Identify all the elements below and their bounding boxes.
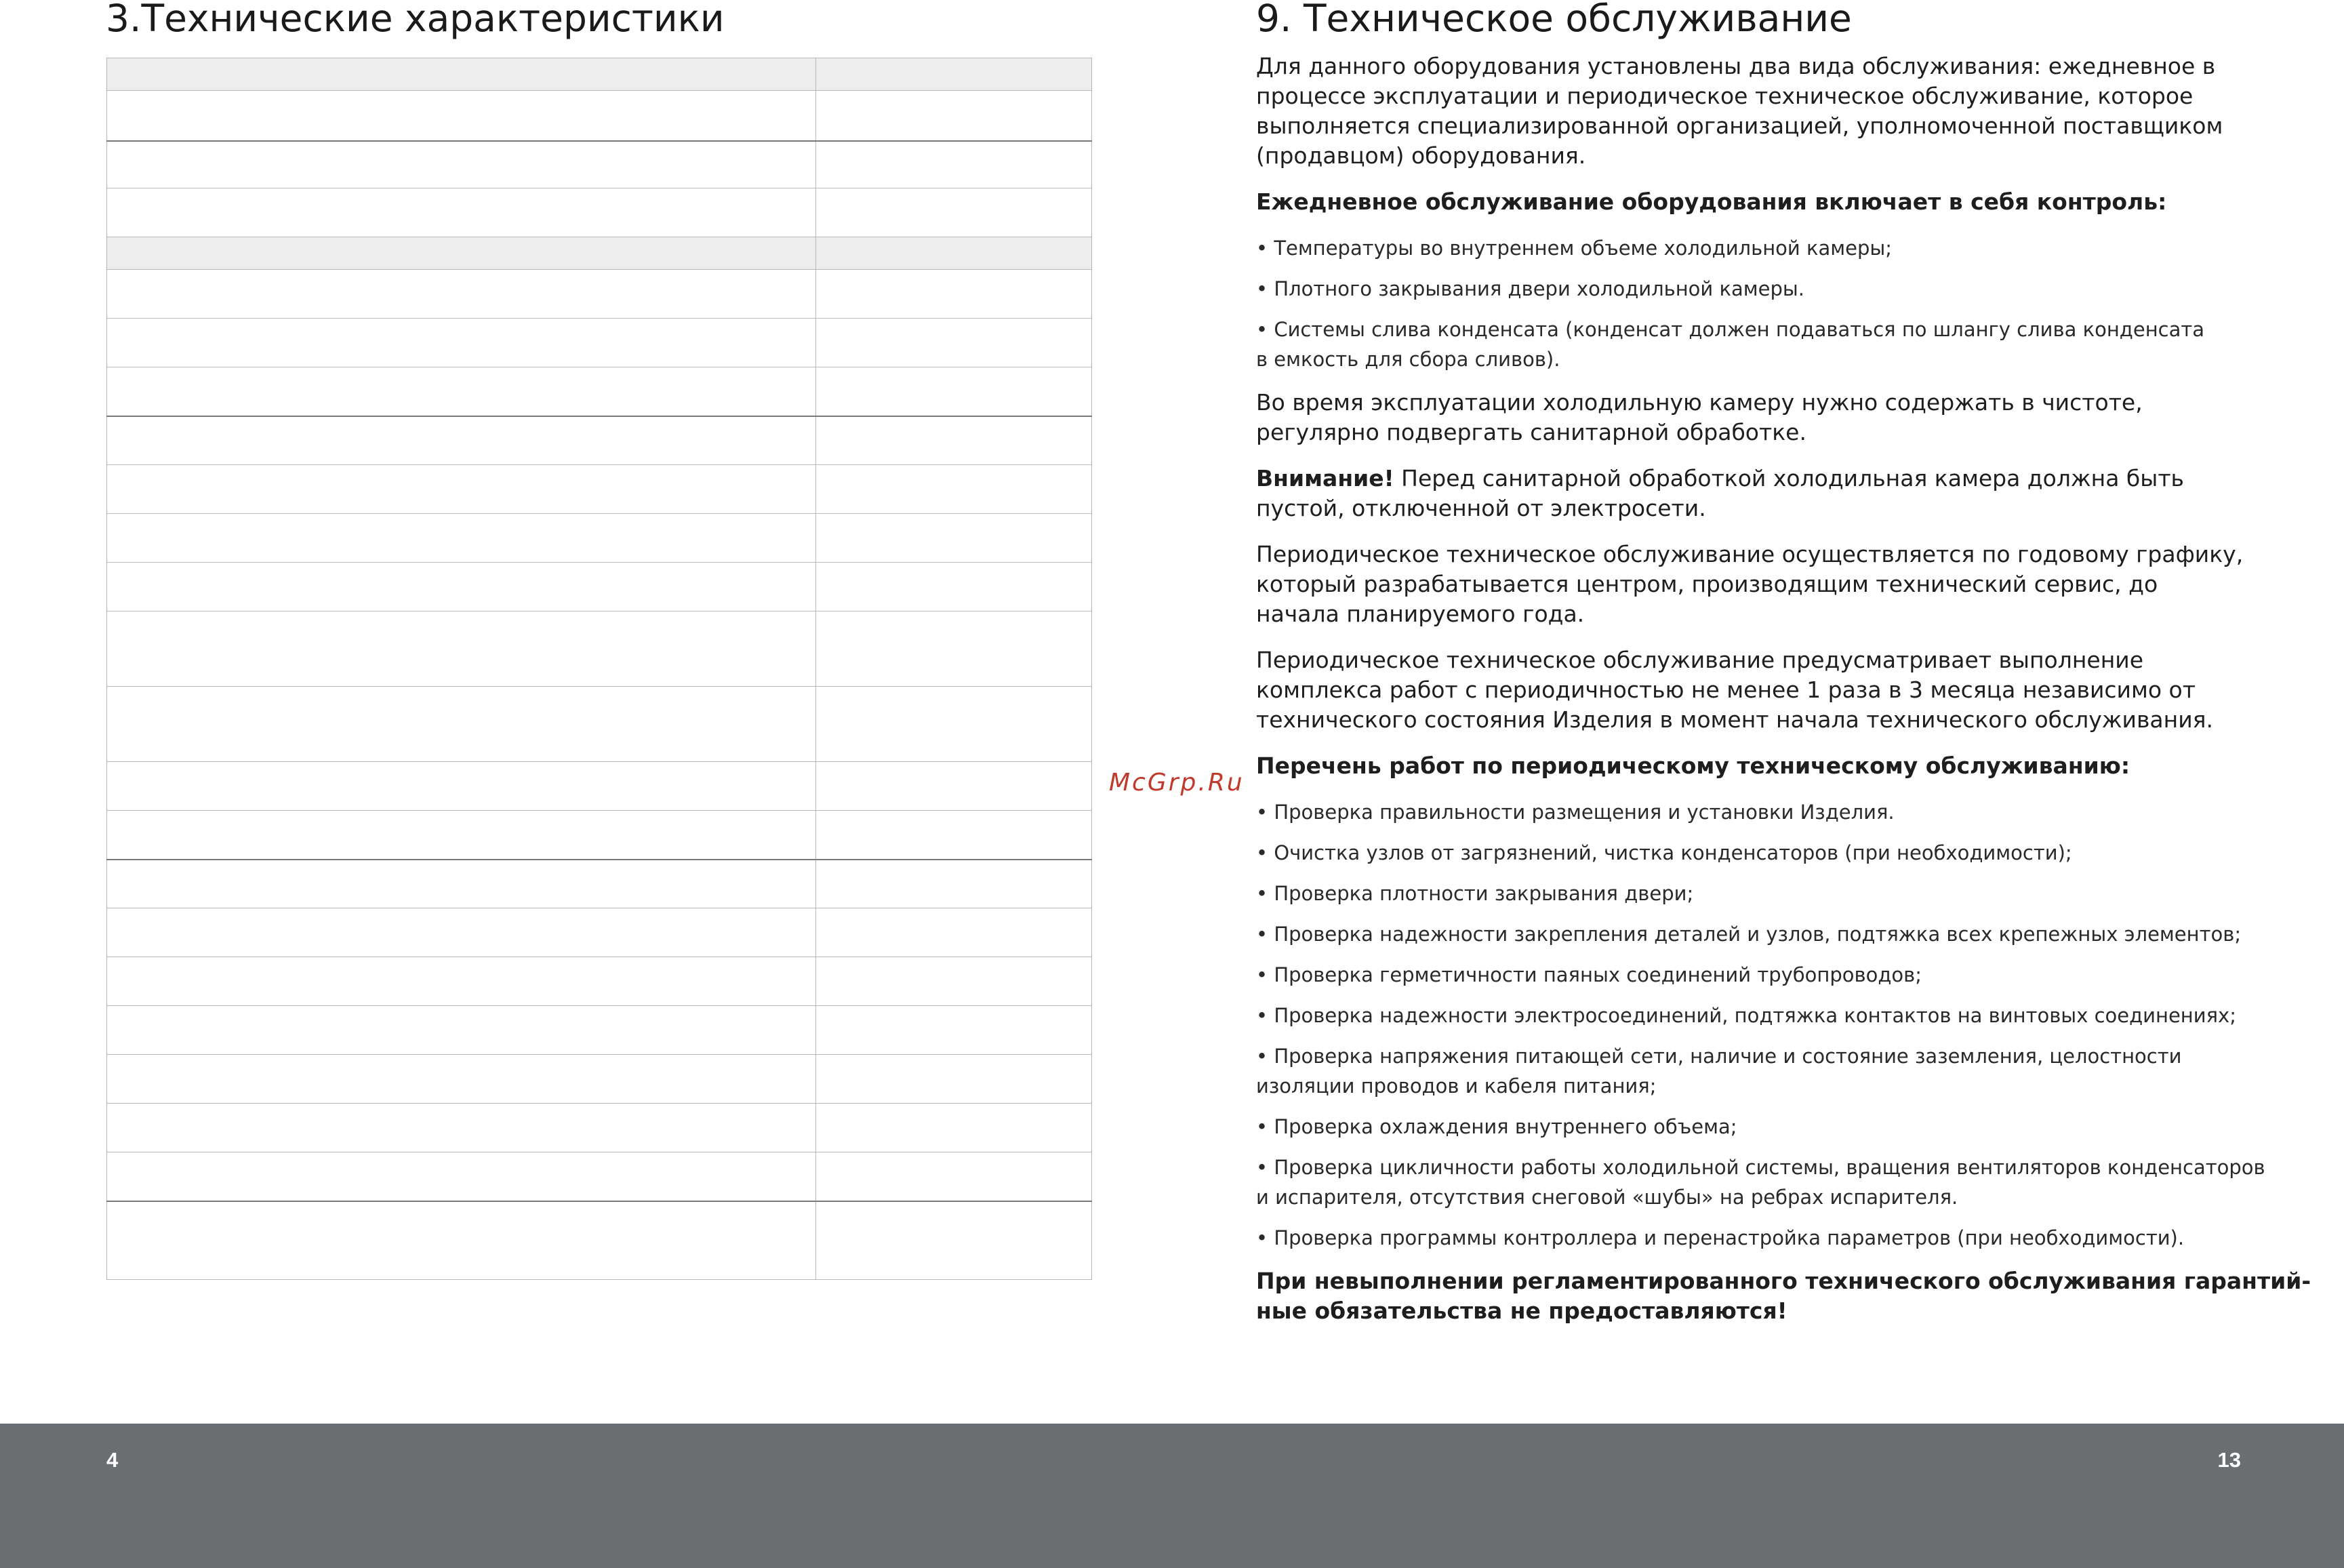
table-row <box>107 811 1092 860</box>
table-row <box>107 514 1092 563</box>
daily-maintenance-list <box>1256 233 2246 374</box>
table-row <box>107 611 1092 687</box>
list-item: • Проверка правильности размещения и установки Изделия. <box>1256 801 1895 824</box>
table-row <box>107 860 1092 908</box>
table-row <box>107 188 1092 237</box>
left-page-title: 3.Технические характеристики <box>106 0 725 40</box>
cleanliness-paragraph: Во время эксплуатации холодильную камеру нужно содержать в чистоте, регулярно подвергать санитарной обработке. <box>1256 389 2143 445</box>
list-item: и испарителя, отсутствия снеговой «шубы» на ребрах испарителя. <box>1256 1186 1958 1209</box>
table-row <box>107 1055 1092 1104</box>
table-row <box>107 141 1092 188</box>
list-item: • Температуры во внутреннем объеме холодильной камеры; <box>1256 237 1893 260</box>
right-page-number: 13 <box>2217 1448 2241 1472</box>
table-row <box>107 1104 1092 1152</box>
attention-text: Перед санитарной обработкой холодильная камера должна быть пустой, отключенной от электросети. <box>1256 465 2185 521</box>
list-item: • Очистка узлов от загрязнений, чистка конденсаторов (при необходимости); <box>1256 841 2072 864</box>
right-page-title: 9. Техническое обслуживание <box>1256 0 1852 40</box>
table-row <box>107 563 1092 611</box>
footer-bar <box>0 1424 2344 1568</box>
list-item: • Проверка программы контроллера и перенастройка параметров (при необходимости). <box>1256 1226 2185 1249</box>
frequency-paragraph: Периодическое техническое обслуживание предусматривает выполнение комплекса работ с периодичностью не менее 1 раза в 3 месяца независимо от технического состояния Изделия в момент начала технического обслуживания. <box>1256 647 2214 733</box>
list-item: • Проверка герметичности паяных соединений трубопроводов; <box>1256 963 1922 986</box>
daily-maintenance-heading: Ежедневное обслуживание оборудования включает в себя контроль: <box>1256 188 2167 215</box>
table-row <box>107 465 1092 514</box>
left-page-number: 4 <box>106 1448 119 1472</box>
list-item: • Проверка охлаждения внутреннего объема; <box>1256 1115 1737 1138</box>
table-row <box>107 91 1092 141</box>
table-row <box>107 908 1092 957</box>
intro-paragraph: Для данного оборудования установлены два вида обслуживания: ежедневное в процессе эксплуатации и периодическое техническое обслуживание, которое выполняется специализированной организацией, уполномоченной поставщиком (продавцом) оборудования. <box>1256 53 2223 169</box>
table-row <box>107 416 1092 465</box>
table-row <box>107 367 1092 416</box>
table-row <box>107 687 1092 762</box>
table-header-row <box>107 237 1092 270</box>
periodic-maintenance-heading: Перечень работ по периодическому техническому обслуживанию: <box>1256 752 2130 779</box>
periodic-maintenance-list <box>1256 797 2265 1253</box>
list-item: • Проверка цикличности работы холодильной системы, вращения вентиляторов конденсаторов <box>1256 1156 2265 1179</box>
warranty-note-line-2: ные обязательства не предоставляются! <box>1256 1298 1787 1324</box>
table-row <box>107 957 1092 1006</box>
list-item: • Проверка плотности закрывания двери; <box>1256 882 1694 905</box>
spec-table <box>106 58 1092 1280</box>
list-item: • Проверка надежности закрепления деталей и узлов, подтяжка всех крепежных элементов; <box>1256 923 2242 946</box>
list-item: • Плотного закрывания двери холодильной камеры. <box>1256 277 1805 300</box>
list-item: в емкость для сбора сливов). <box>1256 348 1560 371</box>
list-item: • Системы слива конденсата (конденсат должен подаваться по шлангу слива конденсата <box>1256 318 2205 341</box>
table-row <box>107 270 1092 319</box>
attention-paragraph <box>1256 464 2246 523</box>
schedule-paragraph: Периодическое техническое обслуживание осуществляется по годовому графику, который разрабатывается центром, производящим технический сервис, до начала планируемого года. <box>1256 541 2244 627</box>
list-item: изоляции проводов и кабеля питания; <box>1256 1074 1657 1098</box>
table-row <box>107 762 1092 811</box>
watermark-text: McGrp.Ru <box>1109 769 1245 797</box>
attention-label: Внимание! <box>1256 465 1394 491</box>
table-row <box>107 319 1092 367</box>
warranty-note-line-1: При невыполнении регламентированного технического обслуживания гарантий- <box>1256 1268 2311 1294</box>
table-row <box>107 1201 1092 1280</box>
maintenance-content <box>1256 52 2311 1326</box>
list-item: • Проверка напряжения питающей сети, наличие и состояние заземления, целостности <box>1256 1045 2182 1068</box>
table-row <box>107 1006 1092 1055</box>
list-item: • Проверка надежности электросоединений, подтяжка контактов на винтовых соединениях; <box>1256 1004 2236 1027</box>
table-header-row <box>107 58 1092 91</box>
table-row <box>107 1152 1092 1201</box>
